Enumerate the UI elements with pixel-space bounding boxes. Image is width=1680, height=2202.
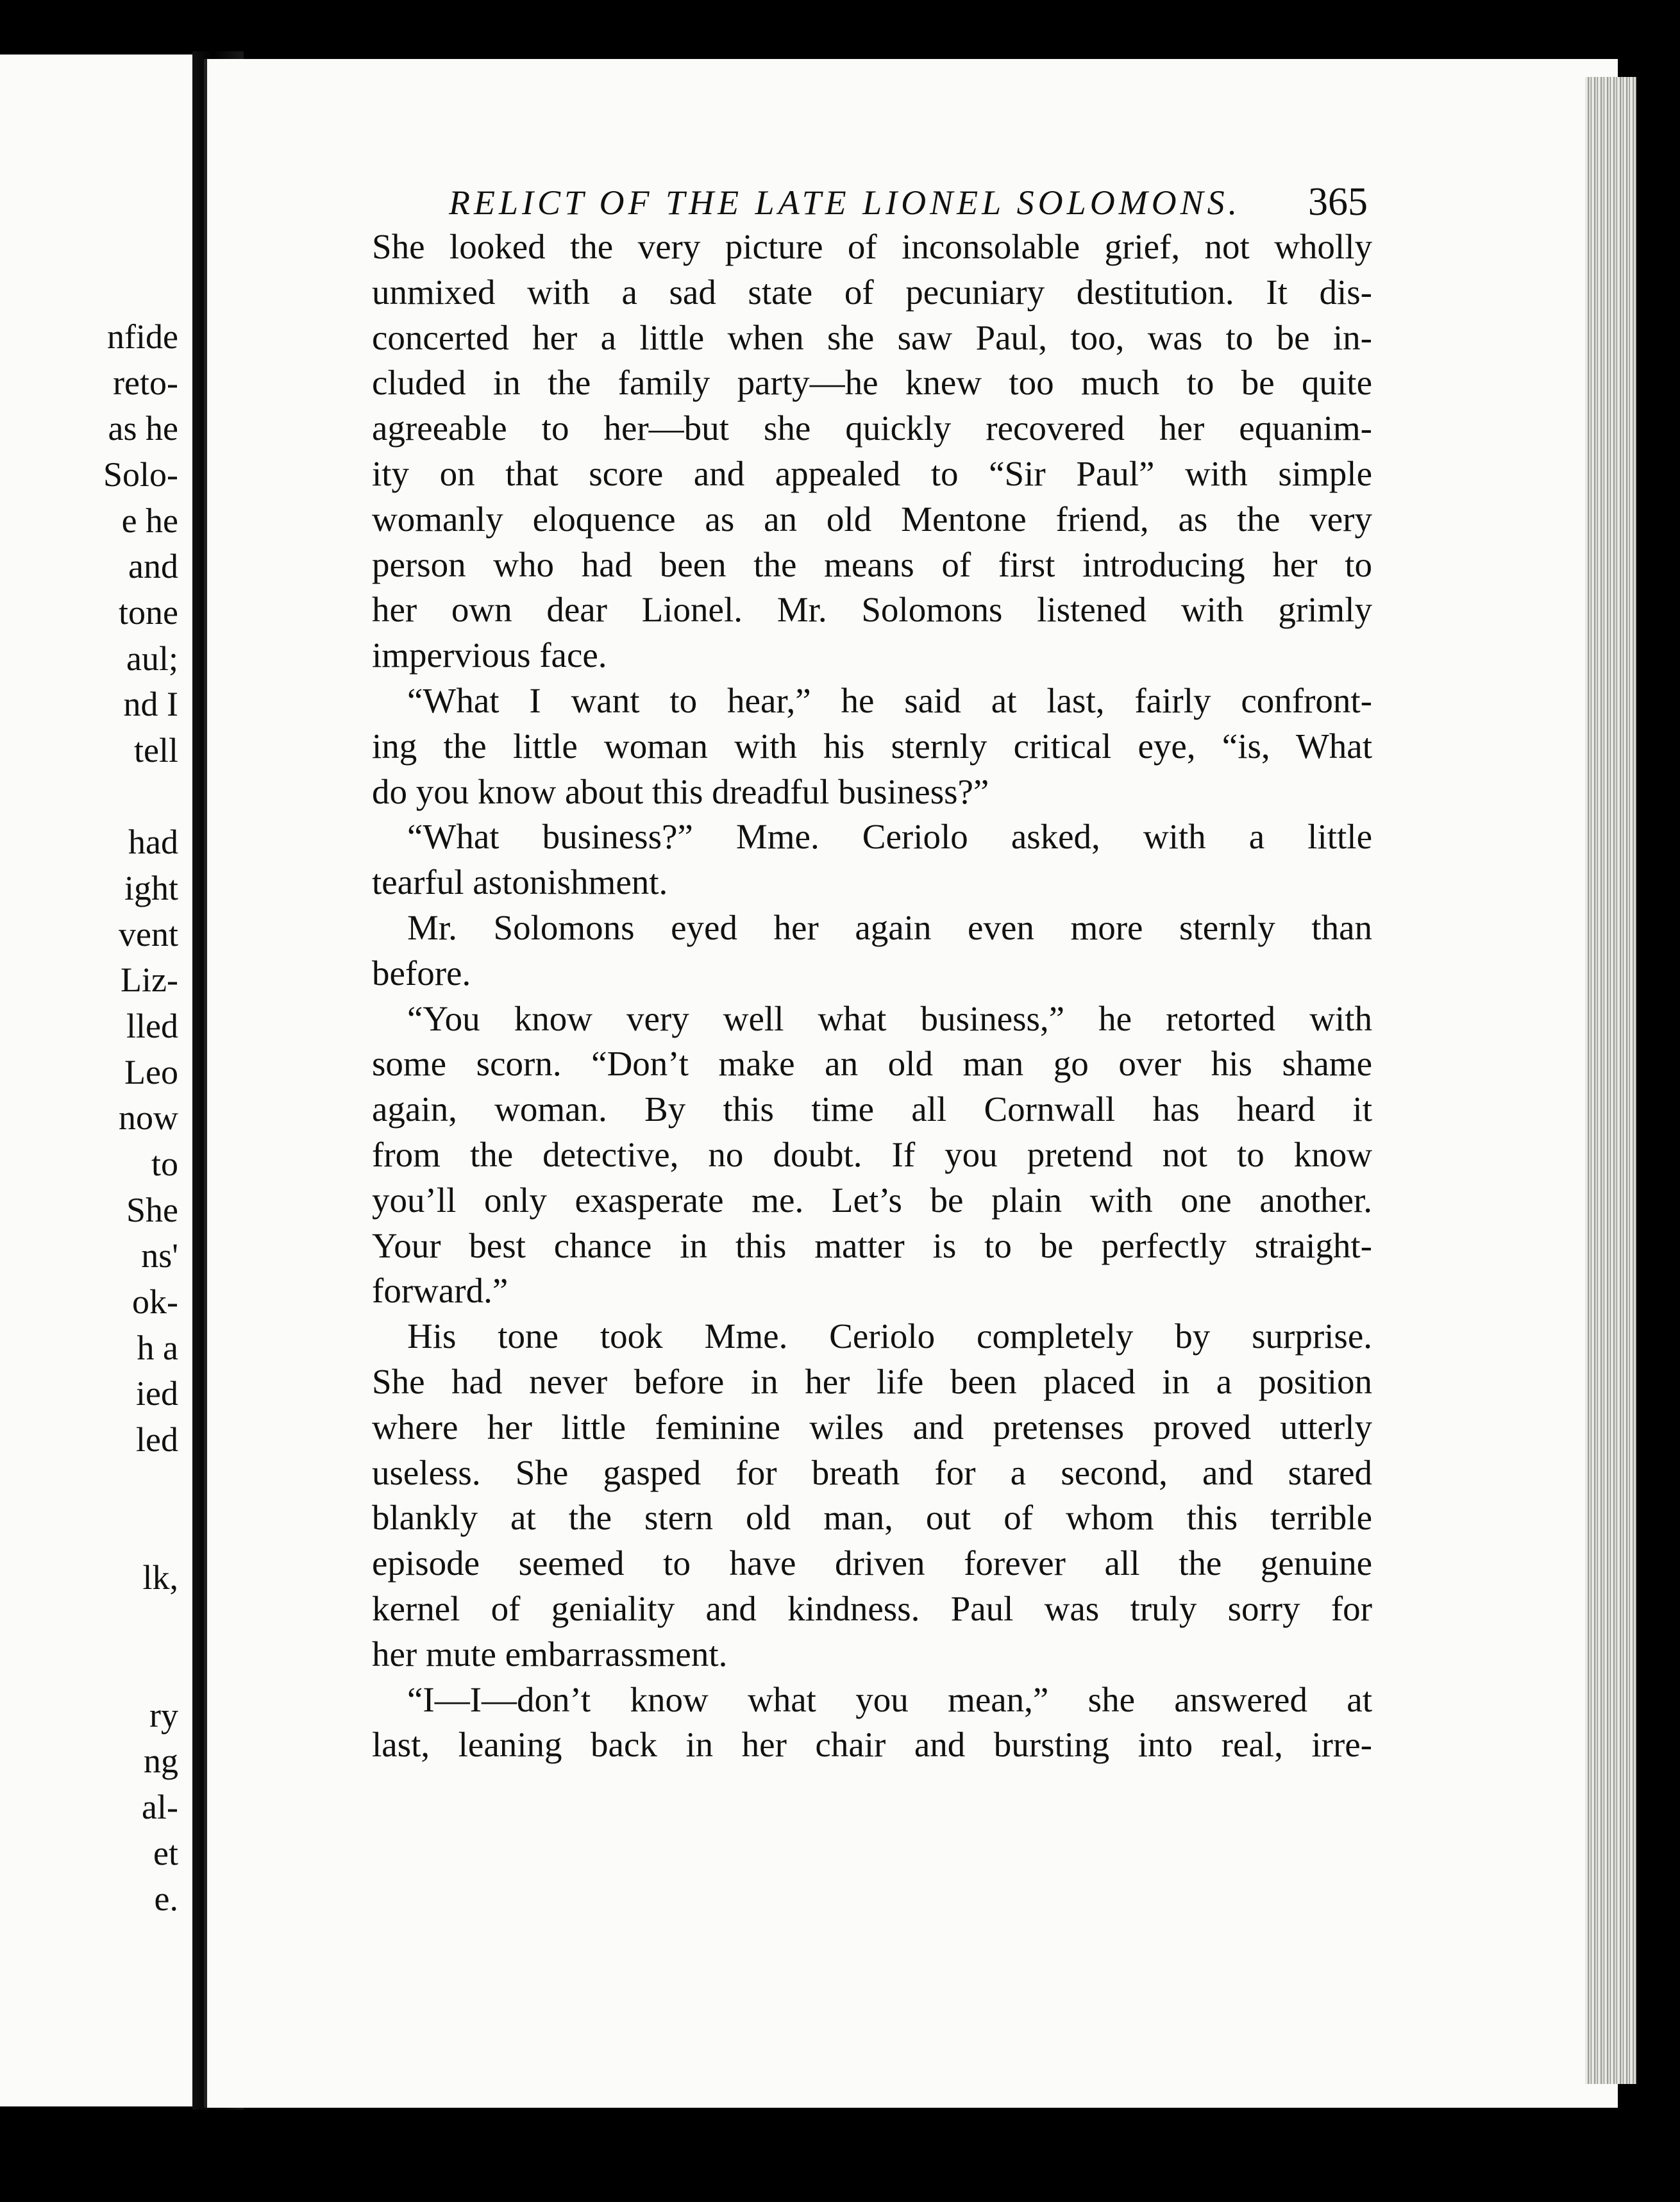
text-line: agreeable to her—but she quickly recovered her equanim- <box>372 408 1372 448</box>
left-page-fragment: vent <box>119 915 178 954</box>
text-line: where her little feminine wiles and pretenses proved utterly <box>372 1407 1372 1447</box>
left-page-fragment: Solo- <box>103 455 178 494</box>
text-line: “What I want to hear,” he said at last, fairly confront- <box>407 680 1372 720</box>
text-line: “What business?” Mme. Ceriolo asked, with a little <box>407 817 1372 857</box>
left-page-fragment: reto- <box>113 364 178 402</box>
left-page <box>0 55 192 2106</box>
left-page-fragment: ng <box>144 1742 178 1780</box>
left-page-fragment: et <box>153 1834 178 1872</box>
left-page-fragment: and <box>128 547 178 585</box>
left-page-fragment: e. <box>154 1879 178 1918</box>
left-page-fragment: Leo <box>124 1053 178 1091</box>
left-page-fragment: h a <box>137 1329 178 1367</box>
running-head: RELICT OF THE LATE LIONEL SOLOMONS. <box>449 183 1241 222</box>
page-number: 365 <box>1308 180 1368 224</box>
left-page-fragment: Liz- <box>121 961 178 999</box>
left-page-fragment: tone <box>119 593 178 632</box>
left-page-fragment: now <box>119 1098 178 1137</box>
left-page-fragment: e he <box>121 501 178 540</box>
page-edges <box>1585 77 1636 2084</box>
left-page-fragment: tell <box>134 731 178 769</box>
left-page-fragment: lk, <box>142 1558 178 1597</box>
left-page-fragment: had <box>128 823 178 861</box>
text-line: She had never before in her life been placed in a position <box>372 1361 1372 1401</box>
text-line: womanly eloquence as an old Mentone friend, as the very <box>372 499 1372 539</box>
text-line: impervious face. <box>372 635 607 675</box>
text-line: last, leaning back in her chair and bursting into real, irre- <box>372 1725 1372 1765</box>
text-line: She looked the very picture of inconsolable grief, not wholly <box>372 227 1372 266</box>
body-text <box>372 224 1372 1768</box>
text-line: Mr. Solomons eyed her again even more sternly than <box>407 907 1372 947</box>
text-line: concerted her a little when she saw Paul, too, was to be in- <box>372 317 1372 357</box>
text-line: ing the little woman with his sternly critical eye, “is, What <box>372 726 1372 766</box>
left-page-fragment: nfide <box>107 317 178 356</box>
left-page-fragment: nd I <box>123 685 178 723</box>
text-line: again, woman. By this time all Cornwall has heard it <box>372 1089 1372 1129</box>
left-page-fragment: to <box>151 1145 178 1183</box>
text-line: some scorn. “Don’t make an old man go over his shame <box>372 1044 1372 1084</box>
left-page-fragment: ry <box>149 1696 178 1735</box>
left-page-fragment: ok- <box>132 1282 178 1321</box>
text-line: person who had been the means of first introducing her to <box>372 544 1372 584</box>
text-line: Your best chance in this matter is to be perfectly straight- <box>372 1225 1372 1265</box>
left-page-fragment: ns' <box>141 1236 178 1275</box>
text-line: before. <box>372 953 471 993</box>
left-page-fragment: as he <box>108 409 178 448</box>
text-line: ity on that score and appealed to “Sir Paul” with simple <box>372 453 1372 493</box>
left-page-fragment: ight <box>124 869 178 907</box>
text-line: episode seemed to have driven forever all the genuine <box>372 1543 1372 1583</box>
text-line: “You know very well what business,” he retorted with <box>407 998 1372 1038</box>
text-line: cluded in the family party—he knew too much to be quite <box>372 363 1372 403</box>
text-line: His tone took Mme. Ceriolo completely by surprise. <box>407 1316 1372 1356</box>
text-line: her own dear Lionel. Mr. Solomons listened with grimly <box>372 590 1372 630</box>
left-page-fragment: aul; <box>126 639 178 678</box>
left-page-fragment: She <box>126 1191 178 1229</box>
text-line: useless. She gasped for breath for a second, and stared <box>372 1452 1372 1492</box>
left-page-fragment: al- <box>142 1788 178 1826</box>
text-line: her mute embarrassment. <box>372 1634 728 1674</box>
left-page-fragment: lled <box>126 1007 178 1045</box>
text-line: forward.” <box>372 1271 508 1311</box>
text-line: you’ll only exasperate me. Let’s be plain with one another. <box>372 1180 1372 1220</box>
left-page-fragment: led <box>136 1420 178 1459</box>
left-page-fragment: ied <box>136 1374 178 1413</box>
text-line: “I—I—don’t know what you mean,” she answered at <box>407 1679 1372 1719</box>
text-line: tearful astonishment. <box>372 862 668 902</box>
text-line: from the detective, no doubt. If you pretend not to know <box>372 1134 1372 1174</box>
text-line: unmixed with a sad state of pecuniary destitution. It dis- <box>372 272 1372 312</box>
text-line: do you know about this dreadful business?” <box>372 771 989 811</box>
text-line: blankly at the stern old man, out of whom this terrible <box>372 1498 1372 1538</box>
text-line: kernel of geniality and kindness. Paul was truly sorry for <box>372 1588 1372 1628</box>
